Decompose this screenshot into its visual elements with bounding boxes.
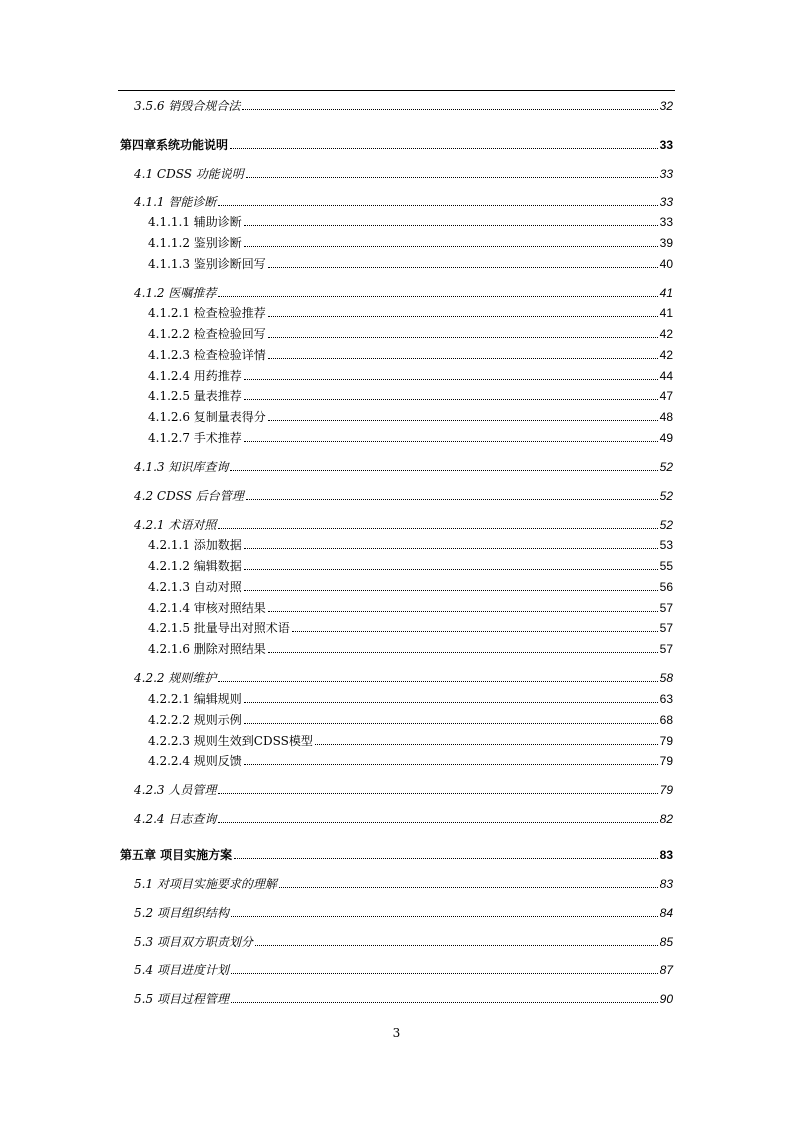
toc-entry-page: 33 [659,167,673,181]
toc-entry-title: 4.1.3 知识库查询 [134,460,229,474]
toc-leader-dots [255,945,658,946]
toc-leader-dots [246,499,658,500]
toc-entry[interactable] [0,325,793,343]
toc-entry[interactable] [0,304,793,322]
toc-entry[interactable] [0,408,793,426]
toc-entry-page: 41 [659,286,673,300]
toc-entry[interactable] [0,487,793,505]
toc-leader-dots [218,681,658,682]
toc-entry[interactable] [0,669,793,687]
toc-leader-dots [231,916,658,917]
toc-leader-dots [244,441,658,442]
toc-entry[interactable] [0,990,793,1008]
toc-entry-page: 83 [659,848,673,862]
toc-entry-page: 83 [659,877,673,891]
toc-entry[interactable] [0,234,793,252]
toc-entry[interactable] [0,781,793,799]
toc-entry-title: 4.2.1.4 审核对照结果 [148,601,266,615]
toc-entry-title: 第五章 项目实施方案 [120,848,233,862]
toc-entry-title: 4.2.1.1 添加数据 [148,538,242,552]
toc-entry-page: 57 [659,621,673,635]
toc-entry[interactable] [0,578,793,596]
toc-leader-dots [218,528,658,529]
toc-entry-page: 82 [659,812,673,826]
toc-entry-page: 47 [659,389,673,403]
toc-entry-title: 4.1.1 智能诊断 [134,195,217,209]
toc-entry[interactable] [0,429,793,447]
toc-leader-dots [268,652,658,653]
toc-entry[interactable] [0,640,793,658]
toc-entry[interactable] [0,387,793,405]
toc-leader-dots [231,1002,658,1003]
toc-entry-page: 84 [659,906,673,920]
toc-entry-page: 49 [659,431,673,445]
toc-leader-dots [315,744,658,745]
toc-leader-dots [268,337,658,338]
toc-leader-dots [268,420,658,421]
toc-entry-title: 4.2 CDSS 后台管理 [134,489,244,503]
toc-leader-dots [268,358,658,359]
toc-leader-dots [244,590,658,591]
toc-entry-title: 4.2.2 规则维护 [134,671,217,685]
toc-leader-dots [244,569,658,570]
toc-entry[interactable] [0,536,793,554]
toc-entry[interactable] [0,97,793,115]
toc-entry-page: 40 [659,257,673,271]
toc-entry-page: 79 [659,734,673,748]
toc-entry-page: 79 [659,754,673,768]
toc-entry-title: 4.2.2.2 规则示例 [148,713,242,727]
toc-entry-page: 63 [659,692,673,706]
toc-entry[interactable] [0,599,793,617]
toc-entry[interactable] [0,961,793,979]
toc-entry[interactable] [0,810,793,828]
toc-leader-dots [234,858,658,859]
toc-entry-title: 5.5 项目过程管理 [134,992,229,1006]
toc-leader-dots [230,148,658,149]
toc-entry-title: 3.5.6 销毁合规合法 [134,99,241,113]
toc-entry[interactable] [0,732,793,750]
toc-entry-page: 57 [659,642,673,656]
toc-entry-page: 33 [659,138,673,152]
toc-leader-dots [244,723,658,724]
toc-leader-dots [244,225,658,226]
toc-entry-title: 4.1.2.7 手术推荐 [148,431,242,445]
toc-entry-title: 4.1.1.1 辅助诊断 [148,215,242,229]
toc-leader-dots [244,379,658,380]
toc-entry-page: 56 [659,580,673,594]
toc-entry-title: 4.2.1.5 批量导出对照术语 [148,621,290,635]
toc-entry-page: 42 [659,348,673,362]
toc-entry-title: 5.3 项目双方职责划分 [134,935,253,949]
toc-leader-dots [292,631,658,632]
toc-entry-page: 57 [659,601,673,615]
toc-leader-dots [231,973,658,974]
toc-entry-title: 4.2.4 日志查询 [134,812,217,826]
toc-entry-title: 第四章系统功能说明 [120,138,229,152]
toc-entry-title: 4.1.1.2 鉴别诊断 [148,236,242,250]
toc-entry-page: 90 [659,992,673,1006]
toc-entry-title: 4.1.2.5 量表推荐 [148,389,242,403]
toc-entry-page: 33 [659,215,673,229]
toc-entry-page: 33 [659,195,673,209]
toc-entry-title: 4.2.1 术语对照 [134,518,217,532]
toc-entry-page: 41 [659,306,673,320]
toc-entry[interactable] [0,711,793,729]
toc-entry-title: 4.2.1.6 删除对照结果 [148,642,266,656]
toc-entry[interactable] [0,690,793,708]
toc-leader-dots [244,246,658,247]
toc-entry-title: 4.1.2.3 检查检验详情 [148,348,266,362]
toc-entry[interactable] [0,193,793,211]
toc-leader-dots [244,764,658,765]
toc-leader-dots [244,548,658,549]
toc-entry[interactable] [0,346,793,364]
toc-entry[interactable] [0,284,793,302]
toc-leader-dots [268,611,658,612]
toc-entry[interactable] [0,165,793,183]
toc-entry-page: 52 [659,518,673,532]
toc-entry-title: 4.1.2 医嘱推荐 [134,286,217,300]
toc-entry-page: 32 [659,99,673,113]
toc-leader-dots [268,267,658,268]
toc-leader-dots [268,316,658,317]
toc-entry[interactable] [0,846,793,864]
toc-entry-title: 4.2.1.2 编辑数据 [148,559,242,573]
toc-entry-title: 4.2.3 人员管理 [134,783,217,797]
toc-entry[interactable] [0,904,793,922]
toc-leader-dots [218,296,658,297]
toc-entry-title: 4.1.2.4 用药推荐 [148,369,242,383]
toc-entry-title: 4.1.1.3 鉴别诊断回写 [148,257,266,271]
toc-entry-title: 5.2 项目组织结构 [134,906,229,920]
toc-entry-page: 44 [659,369,673,383]
toc-entry-page: 79 [659,783,673,797]
toc-entry-page: 52 [659,489,673,503]
toc-leader-dots [244,399,658,400]
toc-entry[interactable] [0,458,793,476]
toc-entry[interactable] [0,367,793,385]
toc-entry[interactable] [0,255,793,273]
toc-entry-title: 4.2.2.4 规则反馈 [148,754,242,768]
toc-entry-title: 4.2.1.3 自动对照 [148,580,242,594]
toc-entry-title: 5.1 对项目实施要求的理解 [134,877,277,891]
toc-entry[interactable] [0,557,793,575]
toc-entry-page: 53 [659,538,673,552]
toc-entry-title: 4.1.2.2 检查检验回写 [148,327,266,341]
toc-leader-dots [279,887,658,888]
toc-leader-dots [246,177,658,178]
toc-entry-page: 87 [659,963,673,977]
toc-entry-page: 68 [659,713,673,727]
toc-entry-page: 58 [659,671,673,685]
toc-leader-dots [218,793,658,794]
toc-entry-page: 85 [659,935,673,949]
toc-entry[interactable] [0,213,793,231]
toc-leader-dots [242,109,658,110]
toc-entry-title: 4.1.2.1 检查检验推荐 [148,306,266,320]
toc-entry-page: 48 [659,410,673,424]
toc-leader-dots [218,822,658,823]
toc-entry[interactable] [0,933,793,951]
toc-entry-title: 5.4 项目进度计划 [134,963,229,977]
toc-leader-dots [218,205,658,206]
toc-entry[interactable] [0,136,793,154]
toc-entry[interactable] [0,516,793,534]
toc-entry[interactable] [0,875,793,893]
toc-entry-page: 39 [659,236,673,250]
toc-entry[interactable] [0,752,793,770]
toc-entry-page: 55 [659,559,673,573]
toc-entry-title: 4.2.2.1 编辑规则 [148,692,242,706]
page-number: 3 [392,1026,401,1040]
toc-entry[interactable] [0,619,793,637]
toc-entry-title: 4.1.2.6 复制量表得分 [148,410,266,424]
toc-entry-page: 52 [659,460,673,474]
toc-entry-page: 42 [659,327,673,341]
toc-leader-dots [244,702,658,703]
toc-entry-title: 4.1 CDSS 功能说明 [134,167,244,181]
toc-leader-dots [230,470,658,471]
toc-entry-title: 4.2.2.3 规则生效到CDSS模型 [148,734,313,748]
